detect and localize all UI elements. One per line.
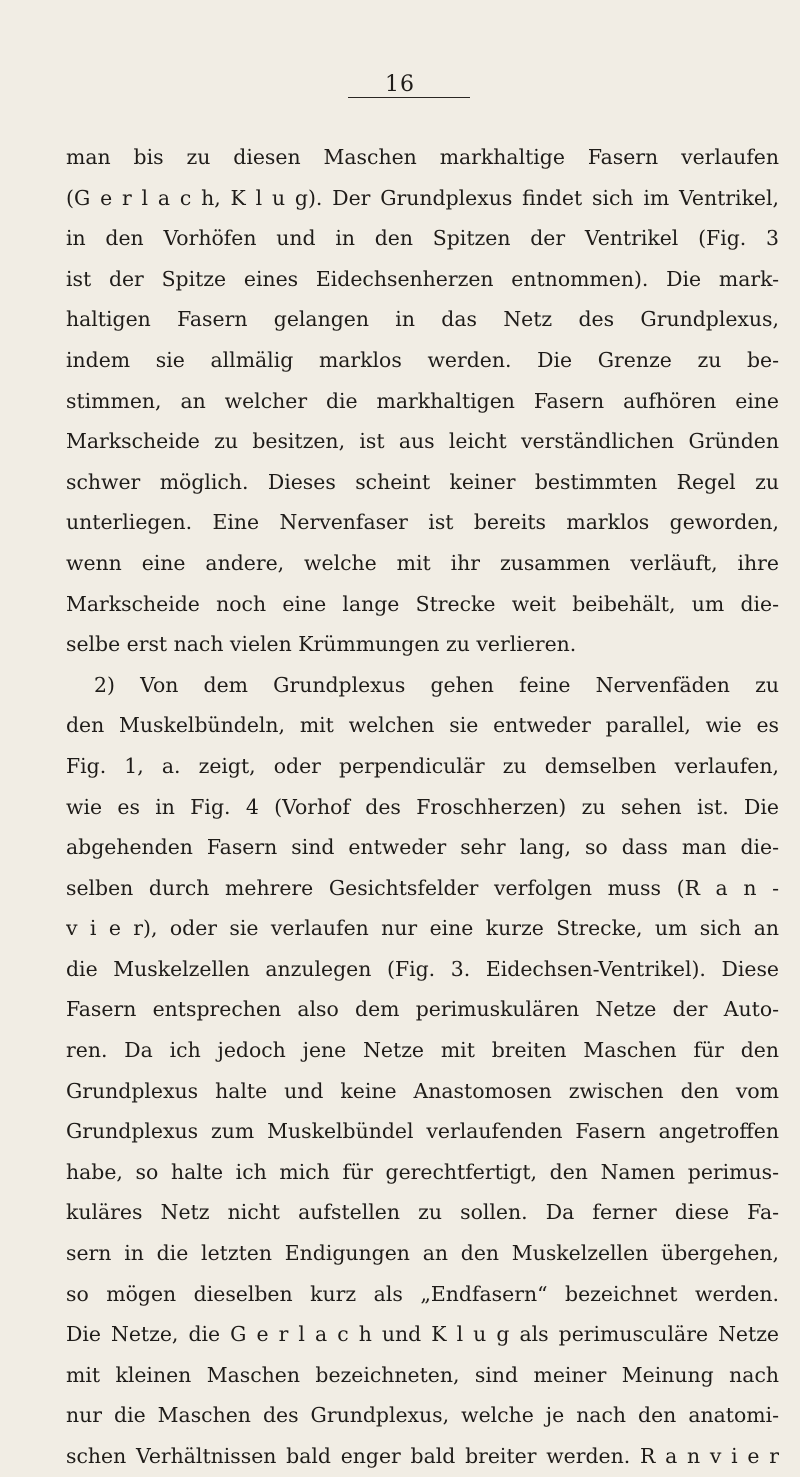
text-line: abgehenden Fasern sind entweder sehr lang, so dass man die-: [66, 835, 779, 860]
text-line: Markscheide noch eine lange Strecke weit beibehält, um die-: [66, 591, 779, 616]
text-line: Grundplexus zum Muskelbündel verlaufenden Fasern angetroffen: [66, 1119, 779, 1144]
text-line: die Muskelzellen anzulegen (Fig. 3. Eidechsen-Ventrikel). Diese: [66, 956, 779, 981]
text-line: Markscheide zu besitzen, ist aus leicht verständlichen Gründen: [66, 429, 779, 454]
text-line: haltigen Fasern gelangen in das Netz des Grundplexus,: [66, 307, 779, 332]
text-line: mit kleinen Maschen bezeichneten, sind meiner Meinung nach: [66, 1362, 779, 1387]
text-line: kuläres Netz nicht aufstellen zu sollen. Da ferner diese Fa-: [66, 1200, 779, 1225]
text-line: selben durch mehrere Gesichtsfelder verfolgen muss (R a n -: [66, 875, 779, 900]
body-text: [66, 137, 779, 1477]
text-line: wenn eine andere, welche mit ihr zusammen verläuft, ihre: [66, 550, 779, 575]
text-line: sern in die letzten Endigungen an den Muskelzellen übergehen,: [66, 1241, 779, 1266]
page-number-rule: [348, 97, 470, 98]
text-line: (G e r l a c h, K l u g). Der Grundplexus findet sich im Ventrikel,: [66, 185, 779, 210]
text-line: man bis zu diesen Maschen markhaltige Fasern verlaufen: [66, 145, 779, 169]
text-line: Fig. 1, a. zeigt, oder perpendiculär zu demselben verlaufen,: [66, 753, 779, 778]
text-line: indem sie allmälig marklos werden. Die Grenze zu be-: [66, 347, 779, 372]
text-line: so mögen dieselben kurz als „Endfasern“ bezeichnet werden.: [66, 1281, 779, 1306]
text-line: v i e r), oder sie verlaufen nur eine kurze Strecke, um sich an: [66, 916, 779, 941]
text-line: stimmen, an welcher die markhaltigen Fasern aufhören eine: [66, 388, 779, 413]
text-line: ren. Da ich jedoch jene Netze mit breiten Maschen für den: [66, 1038, 779, 1063]
text-line: schwer möglich. Dieses scheint keiner bestimmten Regel zu: [66, 469, 779, 494]
text-line: ist der Spitze eines Eidechsenherzen entnommen). Die mark-: [66, 266, 779, 291]
text-line: habe, so halte ich mich für gerechtfertigt, den Namen perimus-: [66, 1159, 779, 1184]
text-line: wie es in Fig. 4 (Vorhof des Froschherzen) zu sehen ist. Die: [66, 794, 779, 819]
text-line: in den Vorhöfen und in den Spitzen der Ventrikel (Fig. 3: [66, 226, 779, 251]
text-line: Grundplexus halte und keine Anastomosen zwischen den vom: [66, 1078, 779, 1103]
text-line: unterliegen. Eine Nervenfaser ist bereits marklos geworden,: [66, 510, 779, 535]
page-number: 16: [385, 72, 415, 97]
text-line: Fasern entsprechen also dem perimuskulären Netze der Auto-: [66, 997, 779, 1022]
text-line: selbe erst nach vielen Krümmungen zu verlieren.: [66, 632, 577, 657]
text-line: den Muskelbündeln, mit welchen sie entweder parallel, wie es: [66, 713, 779, 738]
text-line: Die Netze, die G e r l a c h und K l u g als perimusculäre Netze: [66, 1322, 779, 1347]
paragraph-start-line: 2) Von dem Grundplexus gehen feine Nervenfäden zu: [94, 672, 779, 697]
text-line: nur die Maschen des Grundplexus, welche je nach den anatomi-: [66, 1403, 779, 1428]
text-line: schen Verhältnissen bald enger bald breiter werden. R a n v i e r: [66, 1444, 779, 1468]
